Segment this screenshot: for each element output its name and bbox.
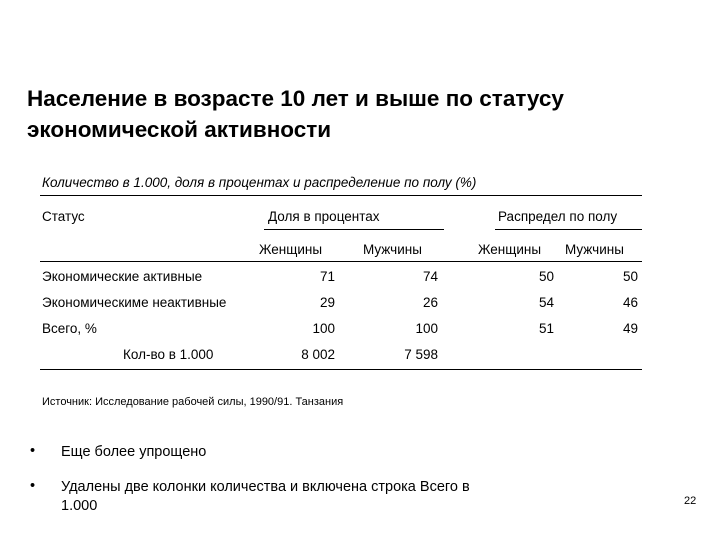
bullet-text-line-2: 1.000 <box>61 498 98 514</box>
table-cell-share-women: 71 <box>319 269 335 284</box>
bullet-marker: • <box>30 478 36 494</box>
distribution-group-rule <box>495 229 642 230</box>
table-cell-share-women: 29 <box>319 295 335 310</box>
table-cell-dist-women: 54 <box>538 295 554 310</box>
bullet-text-line-1: Удалены две колонки количества и включена строка Всего в <box>61 479 470 495</box>
share-group-rule <box>264 229 444 230</box>
header-status: Статус <box>42 209 85 224</box>
table-cell-share-men: 7 598 <box>404 347 438 362</box>
bullet-text <box>61 443 206 462</box>
slide-title <box>27 83 707 145</box>
table-source-note: Источник: Исследование рабочей силы, 1990/91. Танзания <box>42 396 344 408</box>
table-cell-share-women: 100 <box>312 321 335 336</box>
table-cell-share-men: 100 <box>415 321 438 336</box>
header-bottom-rule <box>40 261 642 262</box>
table-cell-dist-women: 50 <box>538 269 554 284</box>
table-bottom-rule <box>40 369 642 370</box>
header-men-distribution: Мужчины <box>565 242 624 257</box>
slide-title-line-2: экономической активности <box>27 117 332 142</box>
table-cell-share-men: 74 <box>422 269 438 284</box>
header-men-share: Мужчины <box>363 242 422 257</box>
header-distribution-group: Распредел по полу <box>498 209 618 224</box>
header-women-share: Женщины <box>259 242 323 257</box>
bullet-text <box>61 478 470 516</box>
header-share-group: Доля в процентах <box>268 209 380 224</box>
page-number: 22 <box>684 495 697 507</box>
table-caption: Количество в 1.000, доля в процентах и распределение по полу (%) <box>42 175 477 190</box>
table-cell-dist-men: 46 <box>622 295 638 310</box>
table-cell-share-men: 26 <box>422 295 438 310</box>
bullet-marker: • <box>30 443 36 459</box>
slide-title-line-1: Население в возрасте 10 лет и выше по статусу <box>27 86 564 111</box>
table-cell-dist-men: 49 <box>622 321 638 336</box>
header-women-distribution: Женщины <box>478 242 542 257</box>
bullet-text-line-1: Еще более упрощено <box>61 444 207 460</box>
table-row-label: Экономическиме неактивные <box>42 295 227 310</box>
table-cell-share-women: 8 002 <box>301 347 335 362</box>
table-row-label: Экономические активные <box>42 269 203 284</box>
table-row-label: Кол-во в 1.000 <box>123 347 214 362</box>
table-top-rule <box>40 195 642 196</box>
table-cell-dist-women: 51 <box>538 321 554 336</box>
table-cell-dist-men: 50 <box>622 269 638 284</box>
table-row-label: Всего, % <box>42 321 97 336</box>
